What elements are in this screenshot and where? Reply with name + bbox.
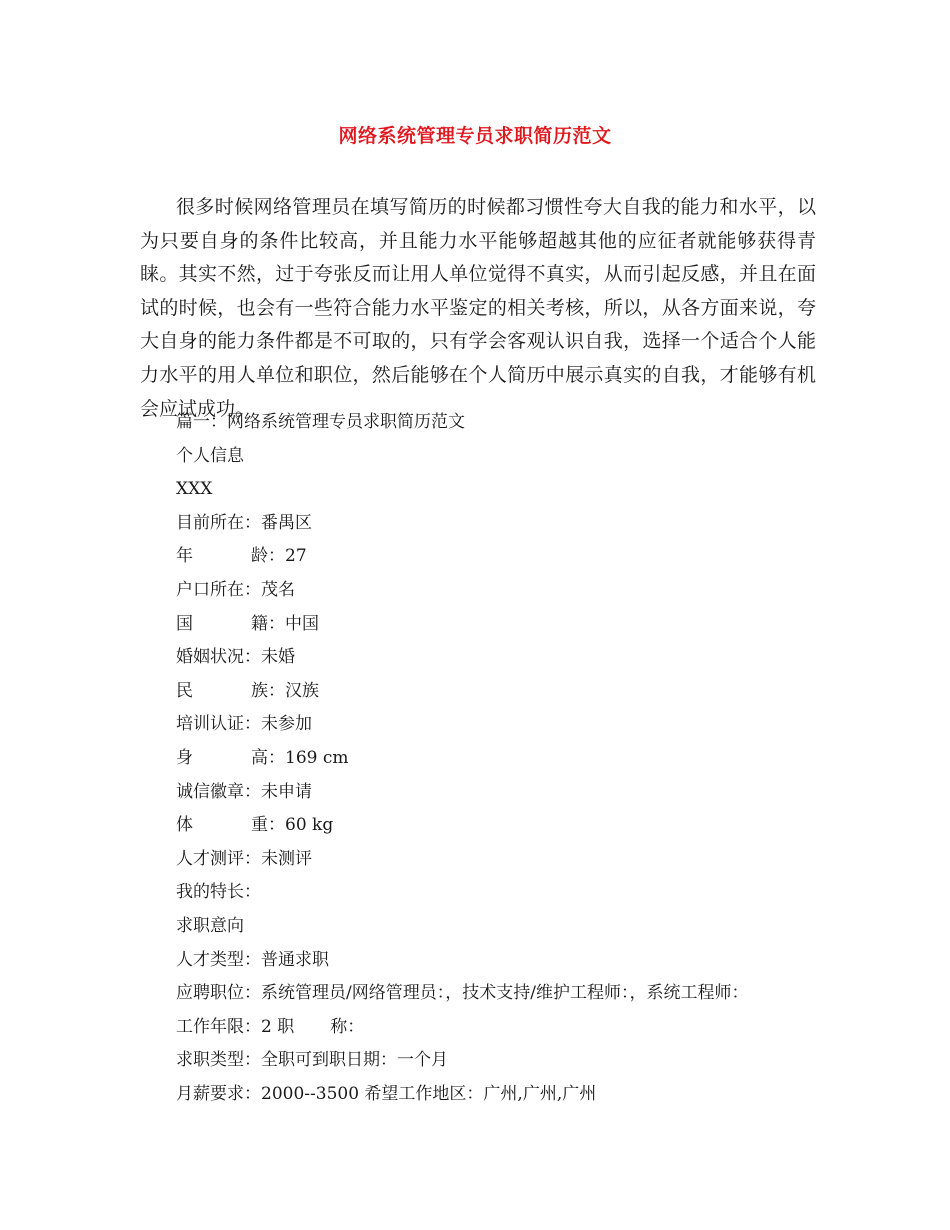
personal-info-heading: 个人信息 xyxy=(176,445,244,466)
field-nationality xyxy=(176,608,748,642)
field-label-a: 年 xyxy=(176,546,193,567)
field-label-a: 国 xyxy=(176,613,193,634)
field-talent-eval xyxy=(176,843,748,877)
field-label-b: 族： xyxy=(251,680,285,701)
field-label-b: 高： xyxy=(251,747,285,768)
job-experience xyxy=(176,1011,748,1045)
field-value: 番禺区 xyxy=(261,512,312,533)
field-label: 月薪要求： xyxy=(176,1083,261,1104)
field-label: 求职类型： xyxy=(176,1050,261,1071)
field-label: 婚姻状况： xyxy=(176,647,261,668)
job-type xyxy=(176,1044,748,1078)
field-marital xyxy=(176,641,748,675)
field-label: 诚信徽章： xyxy=(176,781,261,802)
field-ethnicity xyxy=(176,675,748,709)
field-value: 2 职 xyxy=(261,1016,295,1037)
field-label: 应聘职位： xyxy=(176,983,261,1004)
job-positions xyxy=(176,977,748,1011)
field-label-a: 民 xyxy=(176,680,193,701)
field-label: 培训认证： xyxy=(176,714,261,735)
field-label: 人才类型： xyxy=(176,949,261,970)
field-value: 普通求职 xyxy=(261,949,329,970)
field-value: 2000--3500 希望工作地区：广州,广州,广州 xyxy=(261,1083,597,1104)
field-label-b: 龄： xyxy=(251,546,285,567)
field-value: 未测评 xyxy=(261,848,312,869)
field-value: 茂名 xyxy=(261,579,295,600)
field-label-b: 重： xyxy=(251,815,285,836)
field-height xyxy=(176,742,748,776)
document-title: 网络系统管理专员求职简历范文 xyxy=(338,125,612,147)
field-value: 27 xyxy=(285,546,307,567)
intro-paragraph: 很多时候网络管理员在填写简历的时候都习惯性夸大自我的能力和水平，以为只要自身的条件比较高，并且能力水平能够超越其他的应征者就能够获得青睐。其实不然，过于夸张反而让用人单位觉得不真实，从而引起反感，并且在面试的时候，也会有一些符合能力水平鉴定的相关考核，所以，从各方面来说，夸大自身的能力条件都是不可取的，只有学会客观认识自我，选择一个适合个人能力水平的用人单位和职位，然后能够在个人简历中展示真实的自我，才能够有机会应试成功。 xyxy=(140,196,816,420)
field-value: 全职可到职日期：一个月 xyxy=(261,1050,448,1071)
name-value: XXX xyxy=(176,479,213,500)
field-age xyxy=(176,540,748,574)
field-hukou xyxy=(176,574,748,608)
field-label: 目前所在： xyxy=(176,512,261,533)
field-value: 汉族 xyxy=(285,680,319,701)
job-talent-type xyxy=(176,944,748,978)
field-value: 系统管理员/网络管理员：，技术支持/维护工程师：，系统工程师： xyxy=(261,983,749,1004)
field-label-a: 体 xyxy=(176,815,193,836)
job-salary xyxy=(176,1078,748,1112)
field-value: 169 cm xyxy=(285,747,349,768)
field-location xyxy=(176,507,748,541)
field-value: 60 kg xyxy=(285,815,334,836)
field-label-b: 称： xyxy=(330,1016,365,1037)
field-label-b: 籍： xyxy=(251,613,285,634)
field-label: 我的特长： xyxy=(176,882,261,903)
section-heading: 篇一：网络系统管理专员求职简历范文 xyxy=(176,412,465,432)
field-value: 未婚 xyxy=(261,647,295,668)
job-intention-heading: 求职意向 xyxy=(176,915,244,936)
field-value: 中国 xyxy=(285,613,319,634)
field-value: 未申请 xyxy=(261,781,312,802)
field-label: 户口所在： xyxy=(176,579,261,600)
field-certification xyxy=(176,708,748,742)
resume-lines xyxy=(176,406,748,1111)
field-value: 未参加 xyxy=(261,714,312,735)
field-weight xyxy=(176,809,748,843)
field-label-a: 身 xyxy=(176,747,193,768)
field-label: 人才测评： xyxy=(176,848,261,869)
field-label: 工作年限： xyxy=(176,1016,261,1037)
field-integrity-badge xyxy=(176,776,748,810)
field-specialty xyxy=(176,876,748,910)
